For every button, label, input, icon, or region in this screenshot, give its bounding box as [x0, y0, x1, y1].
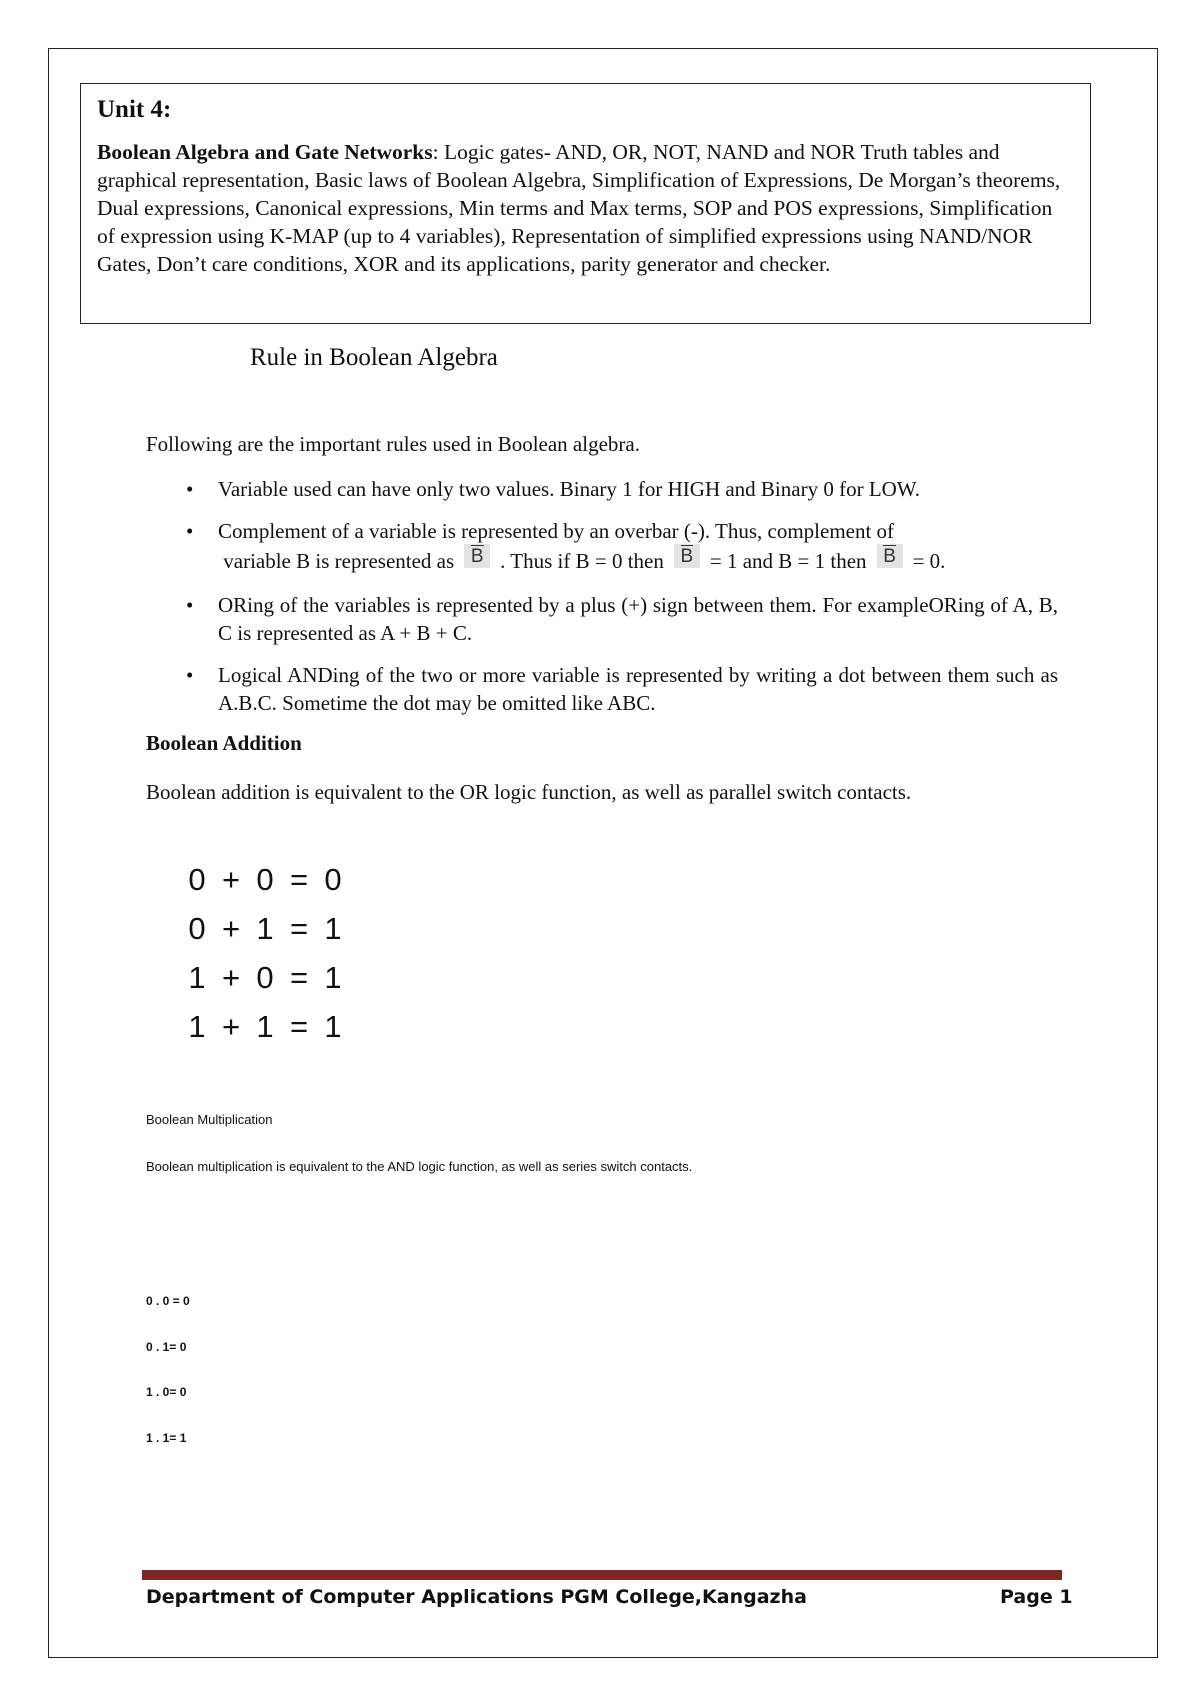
addition-table [186, 862, 344, 1058]
boolean-multiplication-description: Boolean multiplication is equivalent to the AND logic function, as well as series switch contacts. [146, 1159, 693, 1174]
boolean-addition-heading: Boolean Addition [146, 731, 302, 755]
rule-item-3: • ORing of the variables is represented by a plus (+) sign between them. For exampleORing of A, B, C is represented as A + B + C. [218, 591, 1058, 647]
b-complement-icon: B [877, 544, 903, 568]
main-content [146, 432, 1058, 805]
multiplication-row: 1 . 0= 0 [146, 1385, 187, 1399]
multiplication-row: 0 . 1= 0 [146, 1340, 187, 1354]
multiplication-row: 0 . 0 = 0 [146, 1294, 190, 1308]
rule2-text-5: = 0. [912, 549, 946, 573]
unit-title: Unit 4: [97, 96, 172, 123]
unit-topic: Boolean Algebra and Gate Networks [97, 140, 433, 164]
b-complement-icon: B [674, 544, 700, 568]
addition-row: 1 + 0 = 1 [188, 960, 342, 995]
rule2-text-1: Complement of a variable is represented by an overbar (-). Thus, complement of [218, 519, 895, 543]
unit-description [97, 138, 1074, 278]
rules-intro: Following are the important rules used in Boolean algebra. [146, 432, 640, 456]
boolean-addition-description: Boolean addition is equivalent to the OR logic function, as well as parallel switch contacts. [146, 780, 912, 804]
rule-item-2 [218, 517, 1058, 577]
unit-topic-list: : Logic gates- AND, OR, NOT, NAND and NOR Truth tables and graphical representation, Basic laws of Boolean Algebra, Simplification of Expressions, De Morgan’s theorems, Dual expressions, Canonical expressions, Min terms and Max terms, SOP and POS expressions, Simplification of expression using K-MAP (up to 4 variables), Representation of simplified expressions using NAND/NOR Gates, Don’t care conditions, XOR and its applications, parity generator and checker. [97, 140, 1061, 276]
addition-row: 0 + 0 = 0 [188, 862, 342, 897]
rule2-text-3: . Thus if B = 0 then [500, 549, 664, 573]
rule-item-1: • Variable used can have only two values. Binary 1 for HIGH and Binary 0 for LOW. [218, 475, 1058, 503]
footer-page-number: Page 1 [1000, 1586, 1073, 1608]
rules-list [146, 475, 1058, 717]
rules-heading: Rule in Boolean Algebra [250, 344, 498, 371]
multiplication-row: 1 . 1= 1 [146, 1431, 187, 1445]
boolean-multiplication-heading: Boolean Multiplication [146, 1112, 273, 1127]
addition-row: 1 + 1 = 1 [188, 1009, 342, 1044]
footer-divider [142, 1570, 1062, 1580]
rule-item-4: • Logical ANDing of the two or more variable is represented by writing a dot between them such as A.B.C. Sometime the dot may be omitted like ABC. [218, 661, 1058, 717]
addition-row: 0 + 1 = 1 [188, 911, 342, 946]
unit-syllabus-box [80, 83, 1091, 324]
b-complement-icon: B [464, 544, 490, 568]
footer-department: Department of Computer Applications PGM College,Kangazha [146, 1586, 807, 1608]
rule2-text-4: = 1 and B = 1 then [709, 549, 867, 573]
rule2-line-2 [218, 545, 1058, 577]
rule2-text-2: variable B is represented as [223, 549, 455, 573]
